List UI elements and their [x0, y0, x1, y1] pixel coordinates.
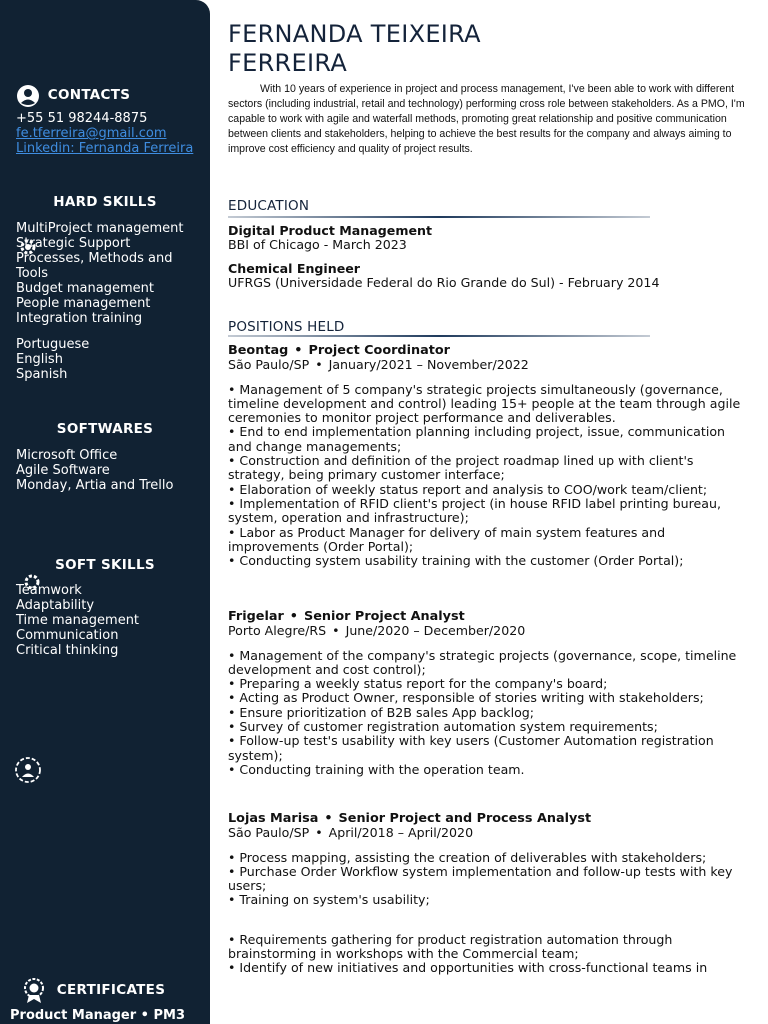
education-item: Chemical Engineer UFRGS (Universidade Federal do Rio Grande do Sul) - February 2014: [228, 261, 660, 291]
job-entry: [228, 610, 750, 777]
list-item: Time management: [16, 613, 140, 628]
list-item: • Conducting training with the operation team.: [228, 761, 525, 777]
job-entry: [228, 344, 750, 568]
softwares-title: SOFTWARES: [56, 421, 154, 437]
list-item: Teamwork: [16, 583, 82, 598]
list-item: MultiProject management: [16, 221, 184, 236]
list-item: Strategic Support: [16, 236, 131, 251]
list-item: Portuguese: [16, 337, 90, 352]
job-bullets: [228, 649, 750, 778]
list-item: • Management of 5 company's strategic projects simultaneously (governance, timeline development and control) leading 15+ people at the team through agile ceremonies to monitor project performance and deliverables.: [228, 381, 741, 426]
list-item: Budget management: [16, 281, 154, 296]
job-heading: Lojas Marisa • Senior Project and Process Analyst: [228, 811, 592, 826]
certificate-item: Product Manager • PM3: [10, 1008, 186, 1023]
email-link[interactable]: fe.tferreira@gmail.com: [16, 126, 167, 141]
list-item: • Acting as Product Owner, responsible of stories writing with stakeholders;: [228, 690, 704, 706]
list-item: English: [16, 352, 63, 367]
contacts-title: CONTACTS: [47, 87, 131, 103]
list-item: • Management of the company's strategic projects (governance, scope, timeline development and cost control);: [228, 647, 737, 677]
job-bullets: [228, 383, 750, 569]
list-item: Processes, Methods and: [16, 251, 173, 266]
job-meta: São Paulo/SP • April/2018 – April/2020: [228, 825, 474, 841]
list-item: • Elaboration of weekly status report and analysis to COO/work team/client;: [228, 481, 708, 497]
list-item: • Requirements gathering for product registration automation through brainstorming in workshops with the Commercial team;: [228, 931, 673, 962]
job-bullets: [228, 851, 750, 908]
page-title: FERNANDA TEIXEIRA FERREIRA: [228, 20, 481, 77]
list-item: • End to end implementation planning including project, issue, communication and change managements;: [228, 424, 726, 454]
section-divider: [228, 335, 650, 337]
list-item: Tools: [16, 266, 49, 281]
job-entry: [228, 812, 750, 976]
list-item: • Process mapping, assisting the creation of deliverables with stakeholders;: [228, 849, 707, 865]
list-item: • Identify of new initiatives and opportunities with cross-functional teams in: [228, 960, 708, 976]
list-item: • Survey of customer registration automation system requirements;: [228, 719, 658, 735]
linkedin-link[interactable]: Linkedin: Fernanda Ferreira: [16, 141, 194, 156]
list-item: • Follow-up test's usability with key users (Customer Automation registration system);: [228, 733, 714, 763]
job-bullets: [228, 933, 750, 976]
certificates-title: CERTIFICATES: [56, 982, 166, 998]
hard-skills-list: [16, 221, 208, 326]
list-item: Microsoft Office: [16, 448, 118, 463]
list-item: Integration training: [16, 311, 143, 326]
contacts-list: [16, 111, 208, 156]
list-item: Communication: [16, 628, 119, 643]
list-item: • Conducting system usability training with the customer (Order Portal);: [228, 553, 684, 569]
positions-title: POSITIONS HELD: [228, 319, 345, 335]
list-item: Critical thinking: [16, 643, 119, 658]
summary-paragraph: With 10 years of experience in project and process management, I've been able to work with different sectors (including industrial, retail and technology) performing cross role between stakeholders. As a PMO, I'm capable to work with agile and waterfall methods, promoting great relationship and positive communication between clients and stakeholders, helping to achieve the best results for the company and always aiming to improve cost efficiency and quality of project results.: [228, 83, 745, 155]
team-icon: [14, 756, 42, 784]
list-item: People management: [16, 296, 151, 311]
job-heading: Beontag • Project Coordinator: [228, 343, 450, 358]
list-item: • Preparing a weekly status report for the company's board;: [228, 676, 608, 692]
list-item: • Training on system's usability;: [228, 892, 430, 908]
hard-skills-title: HARD SKILLS: [53, 194, 157, 210]
list-item: • Ensure prioritization of B2B sales App backlog;: [228, 704, 535, 720]
job-meta: Porto Alegre/RS • June/2020 – December/2020: [228, 623, 526, 639]
sidebar: [0, 0, 210, 1024]
list-item: Agile Software: [16, 463, 110, 478]
softwares-list: [16, 448, 208, 493]
soft-skills-title: SOFT SKILLS: [55, 557, 155, 573]
section-divider: [228, 216, 650, 218]
list-item: • Implementation of RFID client's project (in house RFID label printing bureau, system, operation and infrastructure);: [228, 495, 721, 526]
phone-number: +55 51 98244-8875: [16, 111, 148, 126]
list-item: Spanish: [16, 367, 68, 382]
list-item: • Purchase Order Workflow system implementation and follow-up tests with key users;: [228, 863, 733, 894]
list-item: Adaptability: [16, 598, 95, 613]
education-title: EDUCATION: [228, 198, 310, 214]
list-item: • Construction and definition of the project roadmap lined up with client's strategy, being primary customer interface;: [228, 453, 694, 483]
education-item: Digital Product Management BBI of Chicago - March 2023: [228, 223, 432, 253]
list-item: • Labor as Product Manager for delivery of main system features and improvements (Order Portal);: [228, 524, 666, 554]
languages-list: [16, 337, 208, 382]
job-heading: Frigelar • Senior Project Analyst: [228, 609, 465, 624]
list-item: Monday, Artia and Trello: [16, 478, 174, 493]
soft-skills-list: [16, 583, 208, 658]
job-meta: São Paulo/SP • January/2021 – November/2022: [228, 357, 529, 373]
